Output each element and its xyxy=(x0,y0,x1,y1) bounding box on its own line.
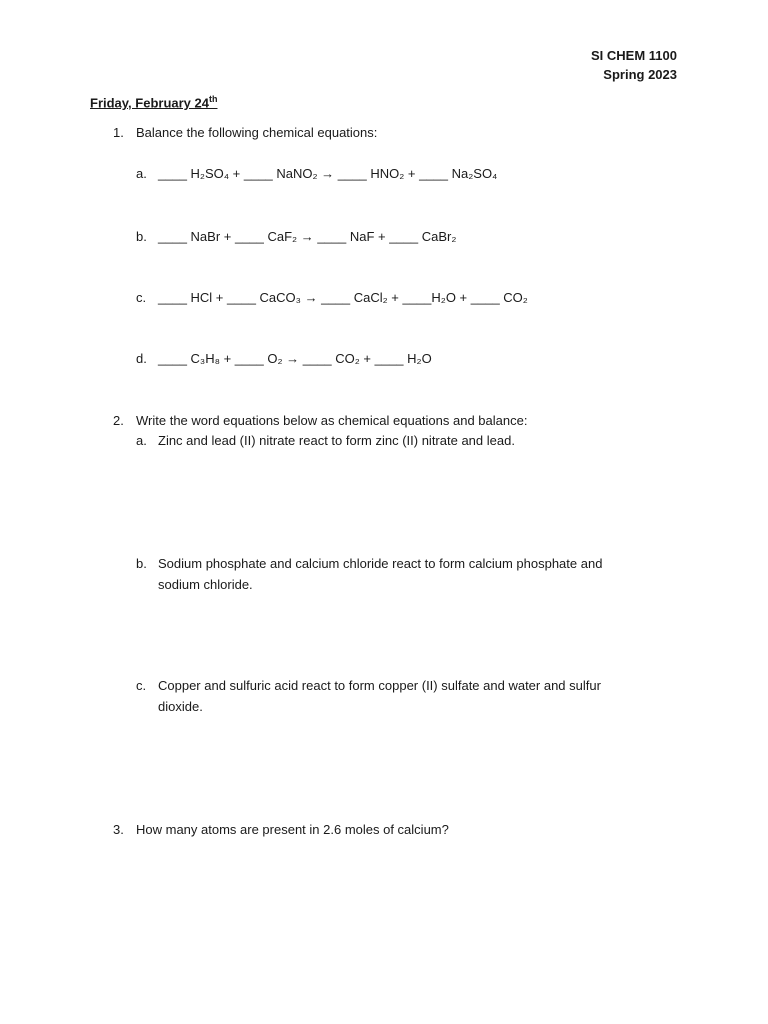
q2-item-a-letter: a. xyxy=(136,433,147,448)
q2-item-a-text: Zinc and lead (II) nitrate react to form zinc (II) nitrate and lead. xyxy=(158,433,515,448)
q1-item-d-letter: d. xyxy=(136,351,147,366)
q2-item-b-letter: b. xyxy=(136,556,147,571)
q2-prompt: Write the word equations below as chemical equations and balance: xyxy=(136,413,528,428)
q2-number: 2. xyxy=(113,413,124,428)
q1-item-d-equation: ____ C₃H₈ + ____ O₂ → ____ CO₂ + ____ H₂O xyxy=(158,351,432,366)
date-suffix: th xyxy=(208,94,218,104)
q3-number: 3. xyxy=(113,822,124,837)
q2-item-b-text: Sodium phosphate and calcium chloride react to form calcium phosphate and sodium chloride. xyxy=(158,556,603,592)
q1-item-c-letter: c. xyxy=(136,290,147,305)
date-text: Friday, February 24 xyxy=(90,95,209,111)
q2-item-c-letter: c. xyxy=(136,678,147,693)
q2-item-c-text: Copper and sulfuric acid react to form copper (II) sulfate and water and sulfur dioxide. xyxy=(158,678,601,714)
course-code: SI CHEM 1100 xyxy=(591,48,677,63)
q1-item-a-letter: a. xyxy=(136,166,147,181)
q1-number: 1. xyxy=(113,125,124,140)
q3-prompt: How many atoms are present in 2.6 moles of calcium? xyxy=(136,822,449,837)
q1-item-b-equation: ____ NaBr + ____ CaF₂ → ____ NaF + ____ CaBr₂ xyxy=(158,229,457,244)
q1-item-b-letter: b. xyxy=(136,229,147,244)
worksheet-date xyxy=(90,94,217,110)
term: Spring 2023 xyxy=(603,67,677,82)
q1-prompt: Balance the following chemical equations: xyxy=(136,125,378,140)
q1-item-c-equation: ____ HCl + ____ CaCO₃ → ____ CaCl₂ + ____H₂O + ____ CO₂ xyxy=(158,290,528,305)
q1-item-a-equation: ____ H₂SO₄ + ____ NaNO₂ → ____ HNO₂ + ____ Na₂SO₄ xyxy=(158,166,498,181)
